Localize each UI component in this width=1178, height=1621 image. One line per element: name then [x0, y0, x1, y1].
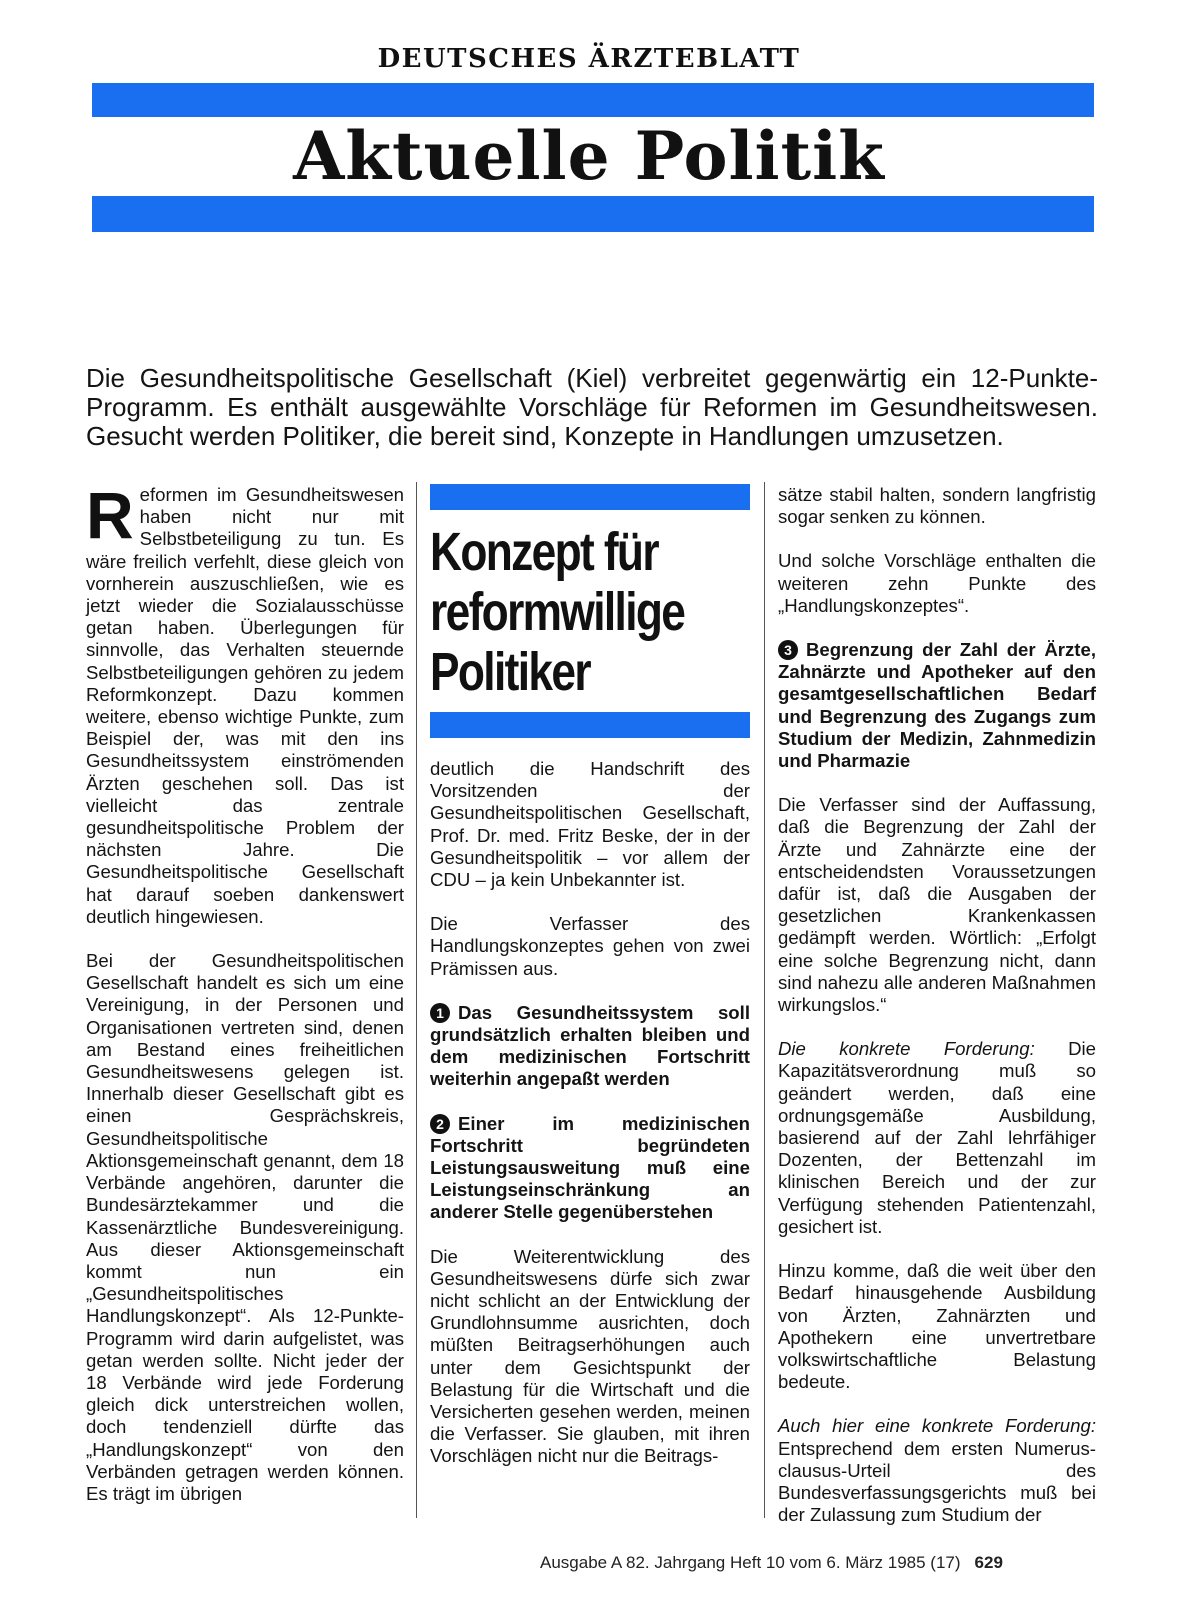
issue-info: Ausgabe A 82. Jahrgang Heft 10 vom 6. März 1985 (17) [540, 1553, 961, 1572]
italic-lead-in: Auch hier eine konkrete Forderung: [778, 1415, 1096, 1437]
headline-line: reformwillige [430, 582, 685, 642]
column-rule [416, 482, 417, 1518]
headline-line: Konzept für [430, 522, 658, 582]
body-paragraph [778, 1415, 1096, 1526]
body-paragraph [778, 1038, 1096, 1238]
body-paragraph: Die Verfasser des Handlungskonzeptes gehen von zwei Prämissen aus. [430, 913, 750, 979]
body-text: eformen im Gesundheitswesen haben nicht nur mit Selbstbeteiligung zu tun. Es wäre freilich verfehlt, diese gleich von vornherein auszuschließen, wie es jetzt wieder die Sozialausschüsse getan haben. Überlegungen für sinnvolle, das Verhalten steuernde Selbstbeteiligungen gehören zu jedem Reformkonzept. Dazu kommen weitere, ebenso wichtige Punkte, zum Beispiel der, was mit den ins Gesundheitssystem einströmenden Ärzten geschehen soll. Das ist vielleicht das zentrale gesundheitspolitische Problem der nächsten Jahre. Die Gesundheitspolitische Gesellschaft hat darauf soeben dankenswert deutlich hingewiesen. [86, 484, 404, 927]
headline-line: Politiker [430, 642, 590, 702]
body-paragraph: deutlich die Handschrift des Vorsitzenden der Gesundheitspolitischen Gesellschaft, Prof. Dr. med. Fritz Beske, der in der Gesundheitspolitik – vor allem der CDU – ja kein Unbekannter ist. [430, 758, 750, 891]
body-paragraph: Die Weiterentwicklung des Gesundheitswesens dürfe sich zwar nicht schlicht an der Entwicklung der Grundlohnsumme ausrichten, doch müßten Beitragserhöhungen auch unter dem Gesichtspunkt der Belastung für die Wirtschaft und die Versicherten gesehen werden, meinen die Verfasser. Sie glauben, mit ihren Vorschlägen nicht nur die Beitrags- [430, 1245, 750, 1467]
numbered-point [430, 1002, 750, 1091]
headline-top-bar [430, 484, 750, 510]
article-column-1 [86, 478, 404, 1527]
page-footer [540, 1553, 1100, 1573]
bottom-accent-bar [92, 196, 1094, 232]
drop-cap: R [86, 478, 134, 552]
number-badge: 3 [778, 640, 798, 660]
number-badge: 1 [430, 1003, 450, 1023]
point-text: Begrenzung der Zahl der Ärzte, Zahnärzte und Apotheker auf den gesamtgesellschaftlichen Bedarf und Begrenzung des Zugangs zum Studium der Medizin, Zahnmedizin und Pharmazie [778, 639, 1096, 772]
body-text: Entsprechend dem ersten Numerus-clausus-Urteil des Bundesverfassungsgerichts muß bei der Zulassung zum Studium der [778, 1437, 1096, 1526]
body-text: Die Kapazitätsverordnung muß so geändert werden, daß eine ordnungsgemäße Ausbildung, basierend auf der Zahl lehrfähiger Dozenten, der Bettenzahl im klinischen Bereich und der zur Verfügung stehenden Patientenzahl, gesichert ist. [778, 1038, 1096, 1237]
numbered-point [430, 1113, 750, 1224]
page-number: 629 [974, 1553, 1003, 1572]
numbered-point [778, 639, 1096, 772]
article-column-2 [430, 484, 750, 1490]
article-headline [430, 522, 692, 702]
body-paragraph: Hinzu komme, daß die weit über den Bedarf hinausgehende Ausbildung von Ärzten, Zahnärzten und Apothekern eine unvertretbare volkswirtschaftliche Belastung bedeute. [778, 1260, 1096, 1393]
number-badge: 2 [430, 1114, 450, 1134]
point-text: Das Gesundheitssystem soll grundsätzlich erhalten bleiben und dem medizinischen Fortschritt weiterhin angepaßt werden [430, 1001, 750, 1090]
top-accent-bar [92, 83, 1094, 117]
body-paragraph: Bei der Gesundheitspolitischen Gesellschaft handelt es sich um eine Vereinigung, in der Personen und Organisationen vertreten sind, denen am Bestand eines freiheitlichen Gesundheitswesens gelegen ist. Innerhalb dieser Gesellschaft gibt es einen Gesprächskreis, Gesundheitspolitische Aktionsgemeinschaft genannt, dem 18 Verbände angehören, darunter die Bundesärztekammer und die Kassenärztliche Bundesvereinigung. Aus dieser Aktionsgemeinschaft kommt nun ein „Gesundheitspolitisches Handlungskonzept“. Als 12-Punkte-Programm wird darin aufgelistet, was getan werden sollte. Nicht jeder der 18 Verbände wird jede Forderung gleich dick unterstreichen wollen, doch tendenziell dürfte das „Handlungskonzept“ von den Verbänden getragen werden können. Es trägt im übrigen [86, 950, 404, 1504]
article-column-3 [778, 484, 1096, 1548]
body-paragraph: Und solche Vorschläge enthalten die weiteren zehn Punkte des „Handlungskonzeptes“. [778, 550, 1096, 616]
italic-lead-in: Die konkrete Forderung: [778, 1038, 1035, 1060]
point-text: Einer im medizinischen Fortschritt begründeten Leistungsausweitung muß eine Leistungseinschränkung an anderer Stelle gegenüberstehen [430, 1112, 750, 1223]
masthead: DEUTSCHES ÄRZTEBLATT [377, 44, 801, 74]
lead-paragraph: Die Gesundheitspolitische Gesellschaft (Kiel) verbreitet gegenwärtig ein 12-Punkte-Programm. Es enthält ausgewählte Vorschläge für Reformen im Gesundheitswesen. Gesucht werden Politiker, die bereit sind, Konzepte in Handlungen umzusetzen. [86, 363, 1098, 451]
body-paragraph: Die Verfasser sind der Auffassung, daß die Begrenzung der Zahl der Ärzte und Zahnärzte eine der entscheidendsten Voraussetzungen dafür ist, daß die Ausgaben der gesetzlichen Krankenkassen gedämpft werden. Wörtlich: „Erfolgt eine solche Begrenzung nicht, dann sind nahezu alle anderen Maßnahmen wirkungslos.“ [778, 794, 1096, 1016]
body-paragraph: sätze stabil halten, sondern langfristig sogar senken zu können. [778, 484, 1096, 528]
section-title: Aktuelle Politik [293, 117, 885, 195]
headline-bottom-bar [430, 712, 750, 738]
column-rule [764, 482, 765, 1518]
body-paragraph [86, 478, 404, 928]
